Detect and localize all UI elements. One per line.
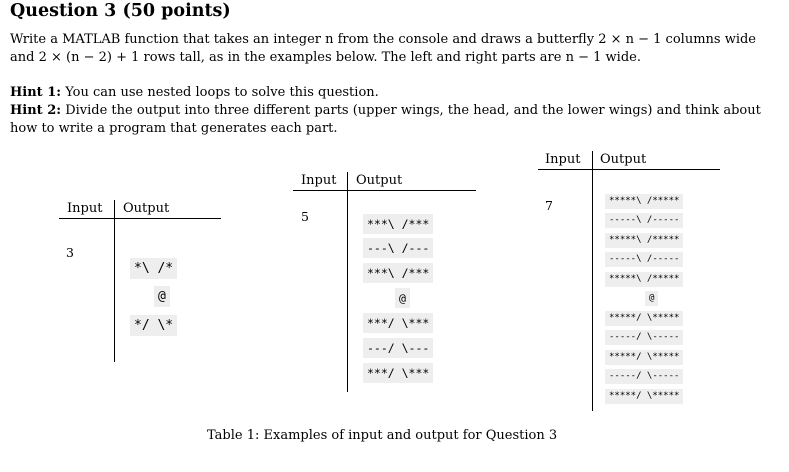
table-caption: Table 1: Examples of input and output for Question 3 xyxy=(207,428,558,443)
output-line: -----/ \----- xyxy=(605,369,683,384)
output-header: Output xyxy=(356,173,403,188)
description-line-1: Write a MATLAB function that takes an integer n from the console and draws a butterfly 2 × n − 1 columns wide xyxy=(10,32,756,47)
output-line: *****\ /***** xyxy=(605,272,683,287)
input-value: 7 xyxy=(545,198,553,213)
output-line: ---/ \--- xyxy=(363,338,433,358)
input-header: Input xyxy=(545,152,581,167)
output-header: Output xyxy=(600,152,647,167)
column-divider xyxy=(114,200,115,362)
output-line: *****/ \***** xyxy=(605,311,683,326)
output-line: *****/ \***** xyxy=(605,389,683,404)
input-header: Input xyxy=(301,173,337,188)
output-line: *****\ /***** xyxy=(605,194,683,209)
hint-1 xyxy=(10,84,780,102)
column-divider xyxy=(347,172,348,392)
description-line-2: and 2 × (n − 2) + 1 rows tall, as in the examples below. The left and right parts are n − 1 wide. xyxy=(10,50,641,65)
output-line: ***/ \*** xyxy=(363,313,433,333)
header-rule xyxy=(59,218,221,219)
input-value: 3 xyxy=(66,245,74,260)
output-line: -----\ /----- xyxy=(605,252,683,267)
output-line: @ xyxy=(645,291,658,306)
input-header: Input xyxy=(67,201,103,216)
output-line: @ xyxy=(154,286,170,307)
hint-2 xyxy=(10,102,780,120)
hint-2-text: Divide the output into three different parts (upper wings, the head, and the lower wings) and think about xyxy=(61,103,761,118)
output-line: *\ /* xyxy=(130,258,177,279)
column-divider xyxy=(592,151,593,411)
output-header: Output xyxy=(123,201,170,216)
hint-1-label: Hint 1: xyxy=(10,85,62,100)
output-line: *****\ /***** xyxy=(605,233,683,248)
hint-2-label: Hint 2: xyxy=(10,103,62,118)
hints xyxy=(10,84,780,138)
question-title: Question 3 (50 points) xyxy=(10,1,231,21)
output-line: ***\ /*** xyxy=(363,263,433,283)
header-rule xyxy=(538,169,720,170)
input-value: 5 xyxy=(301,209,309,224)
output-line: */ \* xyxy=(130,315,177,336)
output-line: *****/ \***** xyxy=(605,350,683,365)
output-line: -----/ \----- xyxy=(605,330,683,345)
output-line: @ xyxy=(395,288,410,308)
output-line: -----\ /----- xyxy=(605,213,683,228)
output-line: ---\ /--- xyxy=(363,238,433,258)
hint-1-text: You can use nested loops to solve this question. xyxy=(61,85,379,100)
output-line: ***/ \*** xyxy=(363,363,433,383)
header-rule xyxy=(293,190,476,191)
question-description xyxy=(10,31,780,67)
hint-2-continued: how to write a program that generates each part. xyxy=(10,121,338,136)
output-line: ***\ /*** xyxy=(363,214,433,234)
